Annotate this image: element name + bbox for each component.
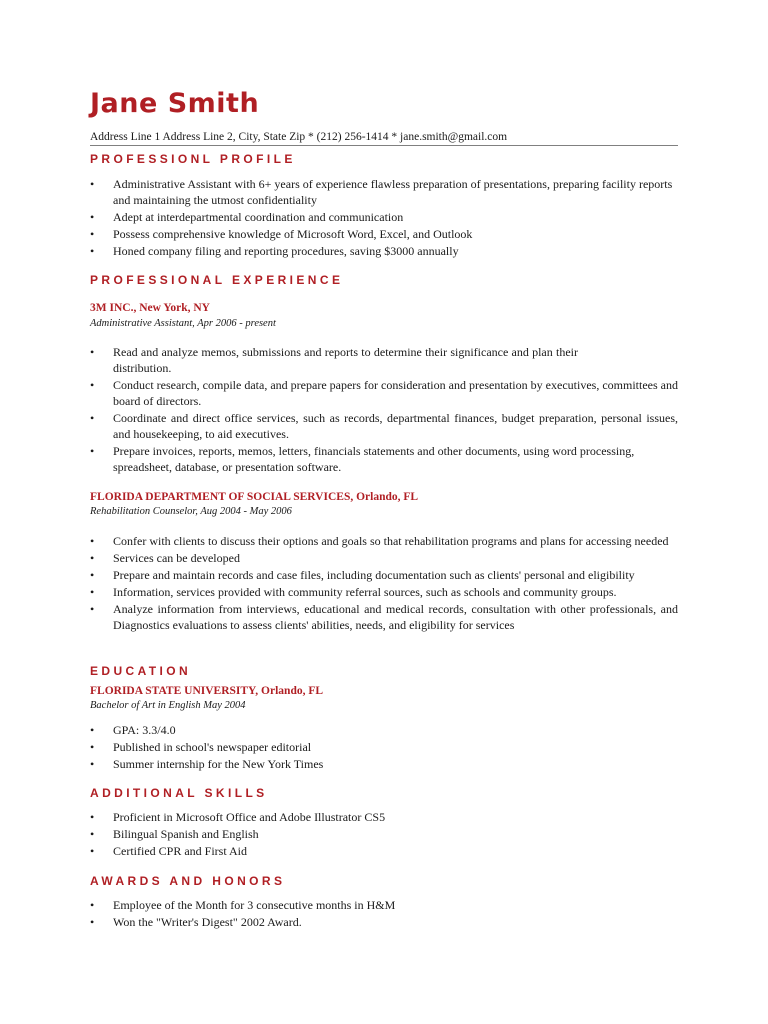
list-item: • Information, services provided with community referral sources, such as schools and community groups.	[90, 584, 678, 600]
section-title-education: EDUCATION	[90, 664, 192, 678]
education-school: FLORIDA STATE UNIVERSITY, Orlando, FL	[90, 685, 324, 697]
list-item: • Bilingual Spanish and English	[90, 826, 678, 842]
section-title-awards: AWARDS AND HONORS	[90, 874, 286, 888]
list-item: • Read and analyze memos, submissions and reports to determine their significance and plan their distribution.	[90, 344, 678, 376]
list-item: • Won the "Writer's Digest" 2002 Award.	[90, 914, 678, 930]
education-degree: Bachelor of Art in English May 2004	[90, 700, 246, 711]
section-title-skills: ADDITIONAL SKILLS	[90, 786, 268, 800]
list-item: • Services can be developed	[90, 550, 678, 566]
resume-name: Jane Smith	[90, 88, 260, 119]
list-item: • Possess comprehensive knowledge of Microsoft Word, Excel, and Outlook	[90, 226, 678, 242]
section-title-profile: PROFESSIONL PROFILE	[90, 152, 296, 166]
list-item: • Coordinate and direct office services, such as records, departmental finances, budget preparation, personal issues, and housekeeping, to aid executives.	[90, 410, 678, 442]
skills-list	[90, 809, 678, 859]
list-item: • Published in school's newspaper editorial	[90, 739, 678, 755]
list-item: • Conduct research, compile data, and prepare papers for consideration and presentation by executives, committees and board of directors.	[90, 377, 678, 409]
job-role: Administrative Assistant, Apr 2006 - present	[90, 318, 276, 329]
list-item: • Certified CPR and First Aid	[90, 843, 678, 859]
list-item: • GPA: 3.3/4.0	[90, 722, 678, 738]
list-item: • Summer internship for the New York Times	[90, 756, 678, 772]
awards-list	[90, 897, 678, 930]
job-role: Rehabilitation Counselor, Aug 2004 - May 2006	[90, 506, 292, 517]
list-item: • Prepare and maintain records and case files, including documentation such as clients' personal and eligibility	[90, 567, 678, 583]
header-divider	[90, 145, 678, 146]
list-item: • Analyze information from interviews, educational and medical records, consultation with other professionals, and Diagnostics evaluations to assess clients' abilities, needs, and eligibility for services	[90, 601, 678, 633]
list-item: • Prepare invoices, reports, memos, letters, financials statements and other documents, using word processing, spreadsheet, database, or presentation software.	[90, 443, 678, 475]
job-company: FLORIDA DEPARTMENT OF SOCIAL SERVICES, Orlando, FL	[90, 491, 419, 503]
list-item: • Proficient in Microsoft Office and Adobe Illustrator CS5	[90, 809, 678, 825]
section-title-experience: PROFESSIONAL EXPERIENCE	[90, 273, 344, 287]
contact-line: Address Line 1 Address Line 2, City, State Zip * (212) 256-1414 * jane.smith@gmail.com	[90, 131, 508, 143]
job-duties-list	[90, 533, 678, 633]
list-item: • Honed company filing and reporting procedures, saving $3000 annually	[90, 243, 678, 259]
education-list	[90, 722, 678, 772]
job-duties-list	[90, 344, 678, 475]
list-item: • Confer with clients to discuss their options and goals so that rehabilitation programs and plans for accessing needed	[90, 533, 678, 549]
list-item: • Adept at interdepartmental coordination and communication	[90, 209, 678, 225]
list-item: • Employee of the Month for 3 consecutive months in H&M	[90, 897, 678, 913]
profile-list	[90, 176, 678, 259]
list-item: • Administrative Assistant with 6+ years of experience flawless preparation of presentations, preparing facility reports and maintaining the utmost confidentiality	[90, 176, 678, 208]
job-company: 3M INC., New York, NY	[90, 302, 210, 314]
